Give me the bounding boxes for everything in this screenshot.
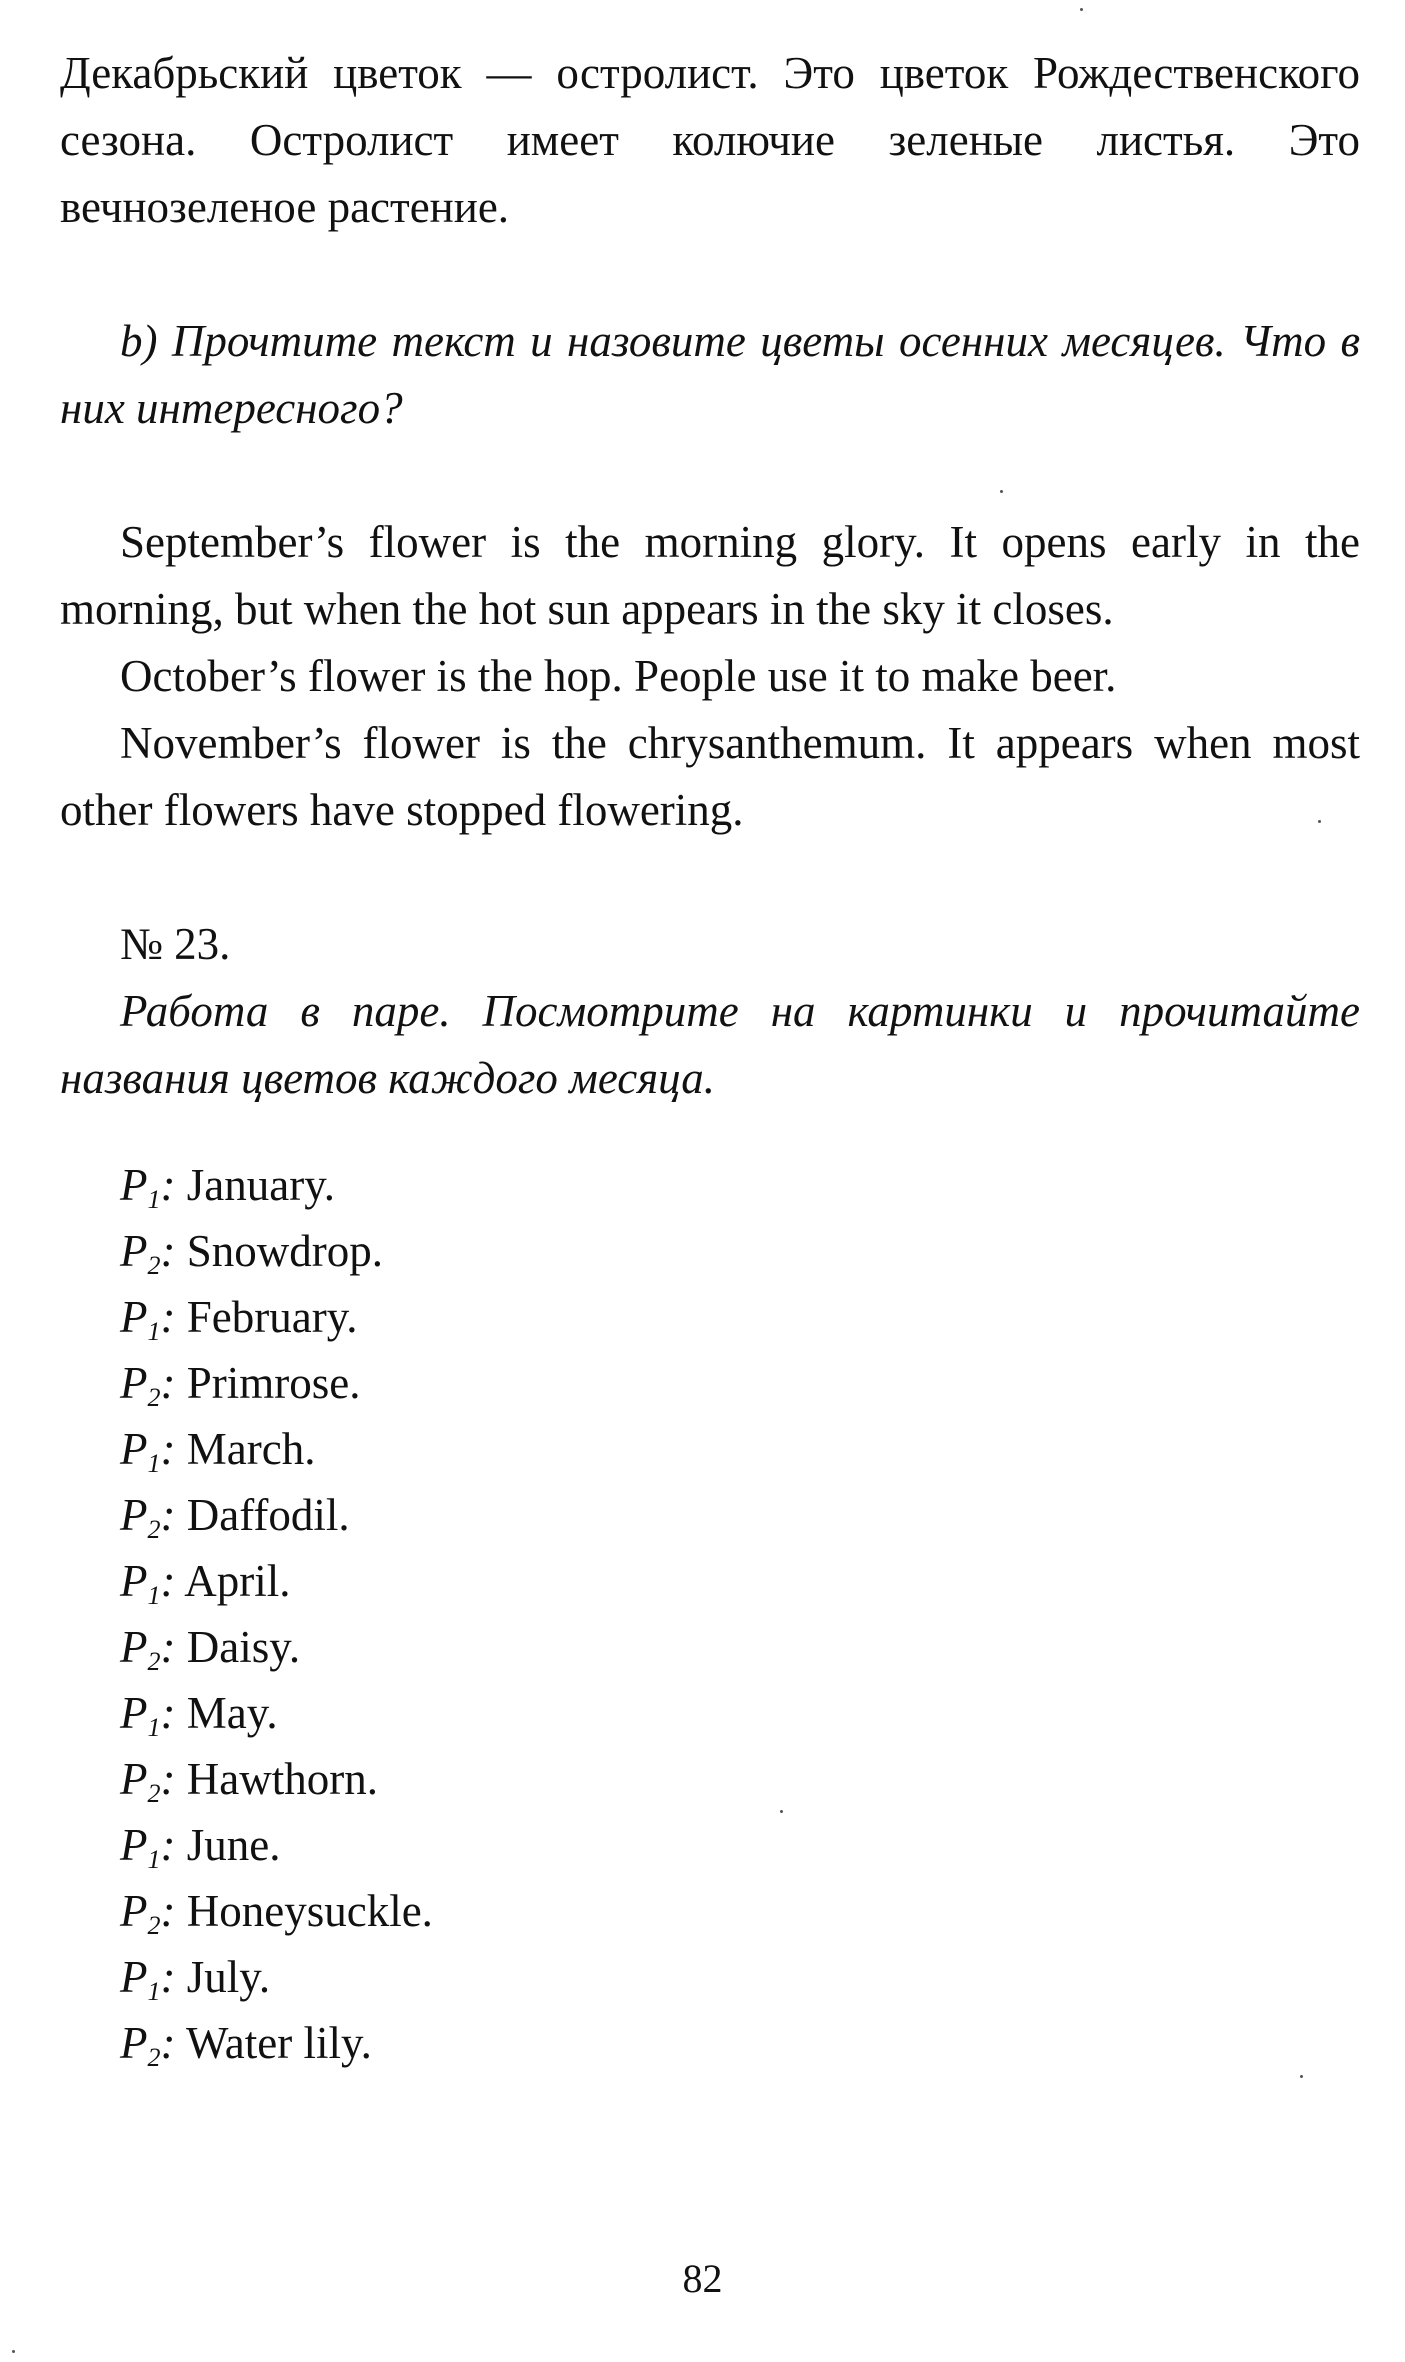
scan-speck [1000,490,1003,493]
speaker-label: $P_1$: [120,1292,176,1346]
text-paragraph-november: November’s flower is the chrysanthemum. It appears when most other flowers have stopped flowering. [60,718,1360,835]
dialogue-text: February. [186,1292,358,1342]
dialogue-text: May. [186,1688,278,1738]
dialogue-line [120,1548,1360,1614]
text-paragraph-october: October’s flower is the hop. People use it to make beer. [120,651,1117,701]
exercise-instruction: Работа в паре. Посмотрите на картинки и прочитайте названия цветов каждого месяца. [60,986,1360,1103]
dialogue-text: Daisy. [186,1622,301,1672]
exercise-number: № 23. [120,919,231,969]
dialogue-line [120,1944,1360,2010]
dialogue-text: April. [184,1556,291,1606]
spacer [60,844,1360,911]
dialogue-text: Daffodil. [186,1490,350,1540]
speaker-label: $P_1$: [120,1160,176,1214]
speaker-label: $P_2$: [120,1226,176,1280]
dialogue-list [60,1152,1360,2076]
page-number: 82 [682,2256,723,2301]
dialogue-line [120,1680,1360,1746]
dialogue-line [120,1152,1360,1218]
dialogue-line [120,1416,1360,1482]
speaker-label: $P_1$: [120,1556,176,1610]
spacer [60,442,1360,509]
speaker-label: $P_2$: [120,1886,176,1940]
spacer [60,1112,1360,1152]
scan-speck [1300,2075,1303,2078]
section-a-tail: Декабрьский цветок — остролист. Это цветок Рождественского сезона. Остролист имеет колючие зеленые листья. Это вечнозеленое растение. [60,48,1360,232]
dialogue-line [120,1746,1360,1812]
dialogue-text: Primrose. [186,1358,361,1408]
dialogue-line [120,1812,1360,1878]
speaker-label: $P_1$: [120,1424,176,1478]
speaker-label: $P_2$: [120,1358,176,1412]
dialogue-text: June. [186,1820,281,1870]
speaker-label: $P_2$: [120,2018,176,2072]
task-b-instruction: b) Прочтите текст и назовите цветы осенних месяцев. Что в них интересного? [60,316,1360,433]
dialogue-line [120,1218,1360,1284]
speaker-label: $P_2$: [120,1754,176,1808]
page-content [60,40,1360,2076]
speaker-label: $P_2$: [120,1490,176,1544]
dialogue-text: July. [186,1952,271,2002]
spacer [60,241,1360,308]
text-paragraph-september: September’s flower is the morning glory. It opens early in the morning, but when the hot sun appears in the sky it closes. [60,517,1360,634]
dialogue-line [120,2010,1360,2076]
dialogue-text: March. [186,1424,316,1474]
scan-speck [1080,8,1083,11]
dialogue-line [120,1482,1360,1548]
dialogue-text: Water lily. [185,2018,372,2068]
dialogue-text: Honeysuckle. [186,1886,433,1936]
dialogue-line [120,1284,1360,1350]
dialogue-text: January. [186,1160,336,1210]
dialogue-text: Snowdrop. [186,1226,384,1276]
speaker-label: $P_2$: [120,1622,176,1676]
scan-speck [12,2350,15,2353]
speaker-label: $P_1$: [120,1688,176,1742]
dialogue-line [120,1350,1360,1416]
scan-speck [780,1810,783,1813]
dialogue-line [120,1614,1360,1680]
dialogue-text: Hawthorn. [186,1754,378,1804]
speaker-label: $P_1$: [120,1820,176,1874]
scan-speck [1318,820,1321,823]
speaker-label: $P_1$: [120,1952,176,2006]
dialogue-line [120,1878,1360,1944]
